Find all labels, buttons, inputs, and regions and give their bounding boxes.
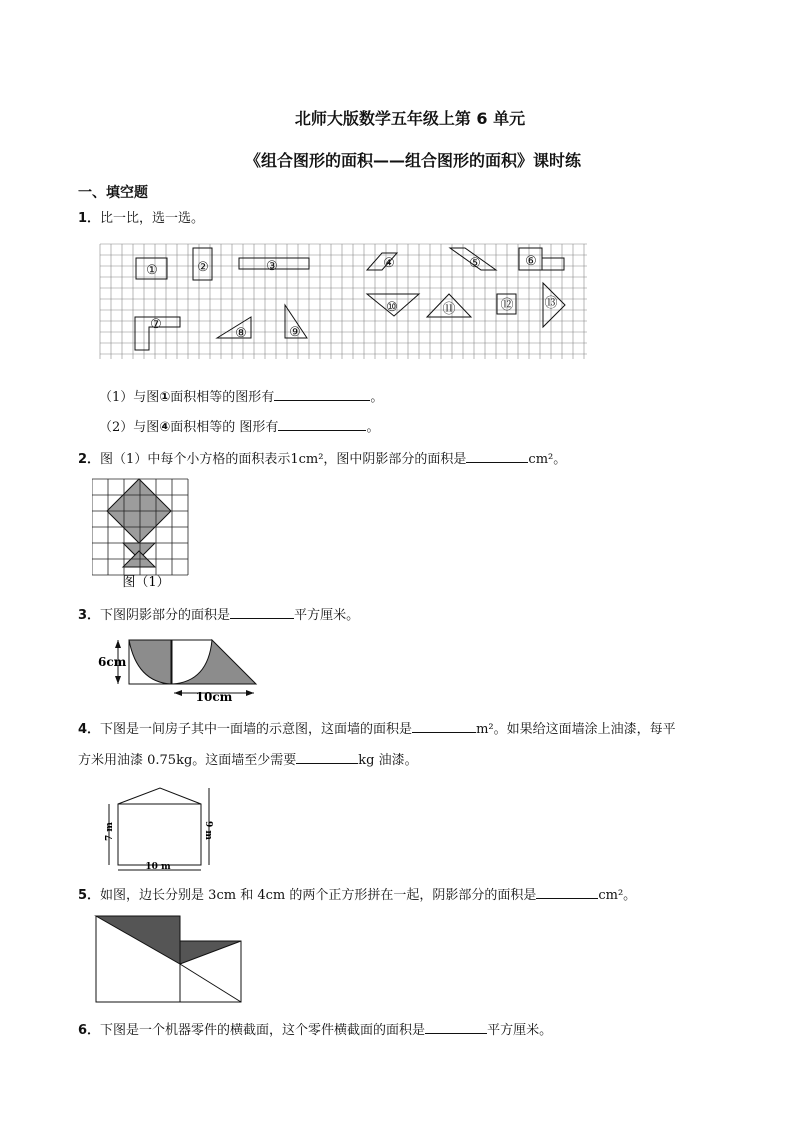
dim-width-label: 10cm <box>195 690 233 702</box>
question-number: 4． <box>78 722 101 737</box>
question-5 <box>78 884 636 903</box>
question-text-cont: m²。如果给这面墙涂上油漆，每平 <box>476 722 676 737</box>
question-text-end: cm²。 <box>598 888 637 903</box>
question-number: 2． <box>78 452 101 467</box>
question-text: 图（1）中每个小方格的面积表示1cm²，图中阴影部分的面积是 <box>100 452 467 467</box>
question-text-end: cm²。 <box>528 452 567 467</box>
answer-blank[interactable] <box>412 720 476 733</box>
figure-ref: ④ <box>159 420 171 435</box>
question-4-line2 <box>78 749 418 768</box>
question-text: 方米用油漆 0.75kg。这面墙至少需要 <box>78 753 297 768</box>
shape-label-13: ⑬ <box>544 296 558 311</box>
answer-blank[interactable] <box>466 450 528 463</box>
answer-blank[interactable] <box>274 388 370 401</box>
shape-label-11: ⑪ <box>442 302 456 317</box>
grid-lines <box>100 244 587 359</box>
question-2 <box>78 448 566 467</box>
sub-prefix: （2）与图 <box>99 420 160 435</box>
dim-right-label: 9 m <box>203 821 213 840</box>
shape-label-4: ④ <box>383 256 395 271</box>
sub-text: 面积相等的图形有 <box>170 390 275 405</box>
shape-label-2: ② <box>197 260 209 275</box>
question-text: 下图阴影部分的面积是 <box>100 608 231 623</box>
question-number: 5． <box>78 888 101 903</box>
question-text: 如图，边长分别是 3cm 和 4cm 的两个正方形拼在一起，阴影部分的面积是 <box>100 888 537 903</box>
question-number: 6． <box>78 1023 101 1038</box>
shape-label-9: ⑨ <box>289 325 301 340</box>
shape-label-3: ③ <box>266 259 278 274</box>
figure-ref: ① <box>159 390 171 405</box>
section-heading: 一、填空题 <box>78 185 148 201</box>
shape-label-8: ⑧ <box>235 326 247 341</box>
question-1-sub-1 <box>99 386 383 405</box>
question-1 <box>78 207 204 226</box>
sub-end: 。 <box>370 390 384 405</box>
dim-left-label: 7 m <box>105 822 115 841</box>
shape-label-7: ⑦ <box>150 317 162 332</box>
answer-blank[interactable] <box>296 751 358 764</box>
answer-blank[interactable] <box>536 886 598 899</box>
dim-bottom-label: 10 m <box>145 862 171 871</box>
shape-grid-figure <box>99 243 589 363</box>
q5-squares-figure <box>94 914 244 1006</box>
question-1-sub-2 <box>99 416 379 435</box>
question-text-end: 平方厘米。 <box>294 608 360 623</box>
figure-caption: 图（1） <box>122 575 170 590</box>
shape-label-10: ⑩ <box>386 300 398 315</box>
question-text: 下图是一间房子其中一面墙的示意图，这面墙的面积是 <box>100 722 413 737</box>
shape-label-1: ① <box>146 263 158 278</box>
question-number: 3． <box>78 608 101 623</box>
page-title-line2: 《组合图形的面积——组合图形的面积》课时练 <box>244 151 581 170</box>
q3-figure <box>96 634 276 702</box>
question-4-line1 <box>78 718 676 737</box>
q2-grid-figure <box>92 475 192 597</box>
question-6 <box>78 1019 552 1038</box>
shape-label-12: ⑫ <box>500 298 514 313</box>
question-text-end: kg 油漆。 <box>358 753 418 768</box>
q4-wall-figure <box>103 771 233 871</box>
question-text-end: 平方厘米。 <box>487 1023 553 1038</box>
question-3 <box>78 604 359 623</box>
sub-prefix: （1）与图 <box>99 390 160 405</box>
question-text: 下图是一个机器零件的横截面，这个零件横截面的面积是 <box>100 1023 426 1038</box>
dim-height-label: 6cm <box>98 655 127 669</box>
question-text: 比一比，选一选。 <box>100 211 205 226</box>
answer-blank[interactable] <box>230 606 294 619</box>
answer-blank[interactable] <box>278 418 366 431</box>
sub-text: 面积相等的 图形有 <box>170 420 279 435</box>
page-title-line1: 北师大版数学五年级上第 6 单元 <box>294 109 526 128</box>
sub-end: 。 <box>366 420 380 435</box>
grid-lines <box>92 479 188 575</box>
answer-blank[interactable] <box>425 1021 487 1034</box>
shape-label-6: ⑥ <box>525 254 537 269</box>
shape-label-5: ⑤ <box>469 256 481 271</box>
question-number: 1． <box>78 211 101 226</box>
